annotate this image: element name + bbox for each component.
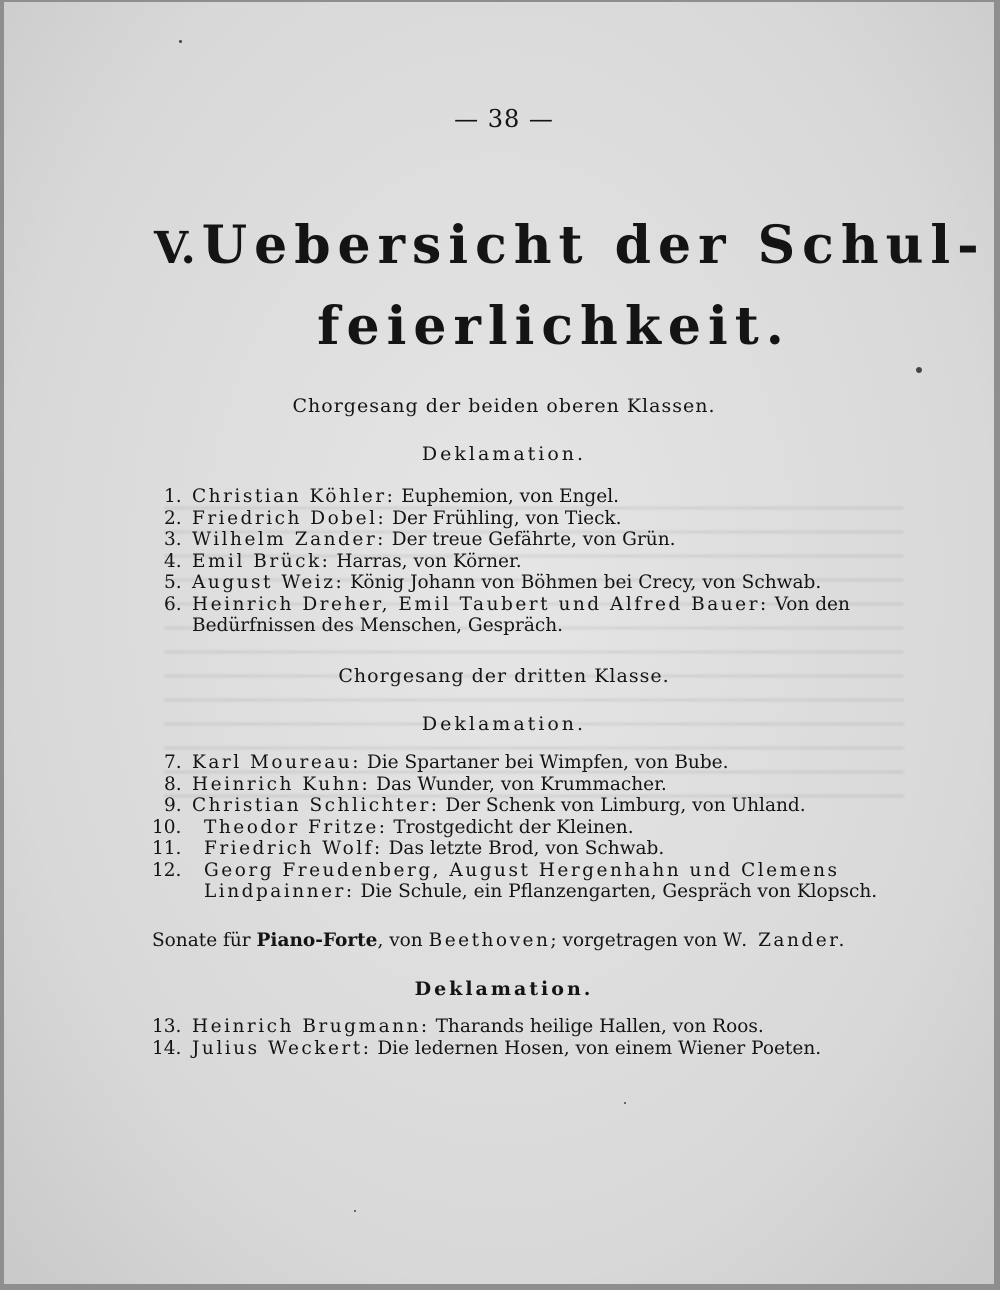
piece-title: Euphemion, von Engel. xyxy=(401,486,620,507)
piece-title: Das letzte Brod, von Schwab. xyxy=(388,838,665,859)
item-number: 9. xyxy=(164,795,182,816)
performer-name: Christian Köhler: xyxy=(192,486,396,507)
performer-name: Heinrich Kuhn: xyxy=(192,773,371,795)
paper-speck xyxy=(354,1210,356,1212)
piece-title: Die ledernen Hosen, von einem Wiener Poeten. xyxy=(377,1037,822,1059)
piece-title: Tharands heilige Hallen, von Roos. xyxy=(435,1016,764,1037)
item-number: 6. xyxy=(164,593,182,615)
performer-name: Wilhelm Zander: xyxy=(192,529,386,550)
item-number: 13. xyxy=(152,1016,182,1037)
list-item xyxy=(164,529,924,551)
performer-name: Julius Weckert: xyxy=(192,1037,372,1059)
list-item xyxy=(152,1016,912,1038)
piece-title: Der treue Gefährte, von Grün. xyxy=(391,529,676,550)
item-number: 7. xyxy=(164,752,182,773)
paper-speck xyxy=(624,1102,626,1104)
piece-title: Trostgedicht der Kleinen. xyxy=(393,816,634,838)
item-number: 4. xyxy=(164,550,182,572)
list-item xyxy=(152,1038,912,1060)
piece-title: Die Spartaner bei Wimpfen, von Bube. xyxy=(366,752,729,773)
item-number: 11. xyxy=(152,838,182,859)
item-number: 8. xyxy=(164,773,182,795)
sonata-suffix: ; vorgetragen von xyxy=(550,930,718,951)
section-heading-chorgesang-2: Chorgesang der dritten Klasse. xyxy=(338,665,670,687)
performer-name: Karl Moureau: xyxy=(192,752,361,773)
piece-title: Das Wunder, von Krummacher. xyxy=(376,773,667,795)
program-list-1 xyxy=(164,486,924,637)
piece-title: Der Schenk von Limburg, von Uhland. xyxy=(445,795,806,816)
list-item xyxy=(164,486,924,508)
performer-name: August Weiz: xyxy=(192,572,345,593)
piece-title: Von den Bedürfnissen des Menschen, Gespräch. xyxy=(192,593,850,636)
section-heading-deklamation-3: Deklamation. xyxy=(414,978,594,1000)
program-list-2 xyxy=(152,752,924,903)
piece-title: Harras, von Körner. xyxy=(336,550,522,572)
scanned-page xyxy=(4,2,994,1284)
list-item xyxy=(164,551,924,573)
list-item xyxy=(152,859,924,903)
item-number: 5. xyxy=(164,572,182,593)
page-number: — 38 — xyxy=(454,105,554,133)
list-item xyxy=(164,795,924,817)
piece-title: Die Schule, ein Pflanzengarten, Gespräch von Klopsch. xyxy=(360,881,878,902)
performer-name: Heinrich Brugmann: xyxy=(192,1016,430,1037)
list-item xyxy=(164,774,924,796)
list-item xyxy=(152,838,924,860)
item-number: 1. xyxy=(164,486,182,507)
list-item xyxy=(164,594,924,637)
sonata-instrument: Piano-Forte xyxy=(256,930,378,951)
list-item xyxy=(152,816,924,839)
title-text-1: Uebersicht der Schul- xyxy=(201,215,986,276)
performer-name: Emil Brück: xyxy=(192,550,331,572)
page-title xyxy=(154,207,986,366)
item-number: 2. xyxy=(164,507,182,529)
sonata-composer: Beethoven xyxy=(428,930,551,951)
performer-name: Georg Freudenberg, August Hergenhahn und Clemens Lindpainner: xyxy=(204,859,840,902)
item-number: 3. xyxy=(164,529,182,550)
sonata-middle: , von xyxy=(377,930,423,951)
title-line-2: feierlichkeit. xyxy=(317,296,791,357)
section-heading-chorgesang-1: Chorgesang der beiden oberen Klassen. xyxy=(292,395,716,417)
performer-name: Theodor Fritze: xyxy=(204,816,388,838)
piece-title: Der Frühling, von Tieck. xyxy=(392,507,622,529)
program-list-3 xyxy=(152,1016,912,1059)
list-item xyxy=(164,752,924,774)
item-number: 14. xyxy=(152,1037,182,1059)
item-number: 12. xyxy=(152,859,182,881)
list-item xyxy=(164,508,924,530)
performer-name: Friedrich Dobel: xyxy=(192,507,387,529)
list-item xyxy=(164,572,924,594)
title-roman-numeral: V. xyxy=(154,223,196,274)
title-line-1 xyxy=(154,207,986,288)
sonata-performer: W. Zander. xyxy=(723,930,847,951)
performer-name: Christian Schlichter: xyxy=(192,795,440,816)
performer-name: Friedrich Wolf: xyxy=(204,838,383,859)
paper-speck xyxy=(179,40,182,43)
section-heading-deklamation-1: Deklamation. xyxy=(421,443,587,465)
item-number: 10. xyxy=(152,816,182,838)
section-heading-deklamation-2: Deklamation. xyxy=(421,713,587,735)
sonata-prefix: Sonate für xyxy=(152,930,251,951)
sonata-line xyxy=(152,930,922,951)
paper-speck xyxy=(916,367,922,373)
performer-name: Heinrich Dreher, Emil Taubert und Alfred Bauer: xyxy=(192,593,769,615)
piece-title: König Johann von Böhmen bei Crecy, von Schwab. xyxy=(350,572,822,593)
